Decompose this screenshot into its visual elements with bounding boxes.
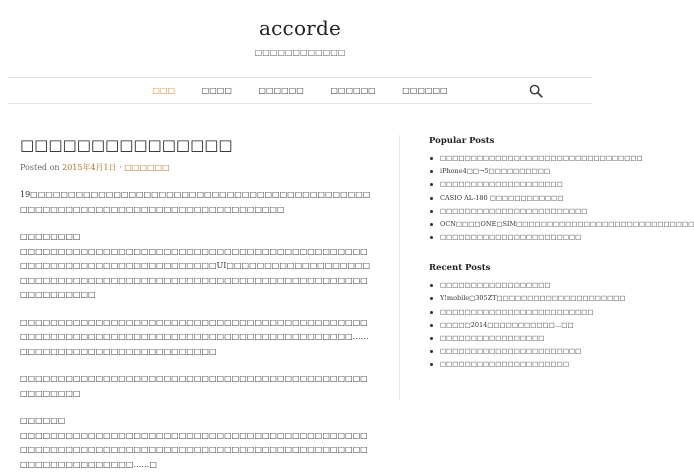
nav-item-4[interactable]: □□□□□□	[330, 86, 376, 95]
main-content	[20, 135, 375, 469]
post-article	[20, 135, 375, 472]
popular-posts-title: Popular Posts	[429, 136, 495, 146]
sidebar	[429, 135, 694, 400]
recent-post-item[interactable]: □□□□□□□□□□□□□□□□□□	[429, 281, 594, 290]
nav-item-2[interactable]: □□□□	[201, 86, 232, 95]
post-paragraph	[20, 414, 375, 472]
post-paragraph	[20, 372, 375, 401]
nav-menu	[8, 78, 592, 103]
popular-post-item[interactable]: OCN□□□□ONE□SIM□□□□□□□□□□□□□□□□□□□□□□□□□□□□□	[429, 220, 594, 229]
post-meta	[20, 162, 375, 174]
post-paragraph	[20, 188, 375, 217]
site-header	[0, 0, 600, 77]
sidebar-divider	[399, 135, 400, 400]
search-icon[interactable]	[529, 84, 543, 98]
post-paragraph	[20, 316, 375, 360]
recent-posts-title: Recent Posts	[429, 263, 491, 274]
popular-post-item[interactable]: □□□□□□□□□□□□□□□□□□□□□□□□□□□□□□□□□	[429, 154, 594, 163]
nav-item-home[interactable]: □□□	[152, 86, 176, 95]
section-heading: □□□□□□	[20, 416, 66, 425]
paragraph-text: □□□□□□□□□□□□□□□□□□□□□□□□□□□□□□□□□□□□□□□□□□□□□□□□□□□□□□□□□□□□□□□□□□□□□□□□□□□□□□□□□□□□□□□□□□……□□□□□□□□□□□□□□□□□□□□□□□□□□	[20, 317, 369, 356]
post-paragraph	[20, 230, 375, 303]
main-navigation	[8, 77, 592, 104]
popular-post-item[interactable]: CASIO AL-180 □□□□□□□□□□□□	[429, 194, 594, 203]
post-author-link[interactable]: □□□□□□	[124, 163, 170, 172]
paragraph-text: □□□□□□□□□□□□□□□□□□□□□□□□□□□□□□□□□□□□□□□□□□□□□□□□□□□□□□□□□□□□□□□□□□□□□□□□UI□□□□□□□□□□□□□□□□□□□□□□□□□□□□□□□□□□□□□□□□□□□□□□□□□□□□□□□□□□□□□□□□□□□□□□□□□□□	[20, 246, 371, 299]
recent-posts-list	[429, 281, 626, 369]
recent-post-item[interactable]: □□□□□□□□□□□□□□□□□	[429, 334, 594, 343]
recent-post-item[interactable]: Y!mobile□305ZT□□□□□□□□□□□□□□□□□□□□□	[429, 294, 594, 303]
popular-posts-list	[429, 154, 694, 242]
recent-post-item[interactable]: □□□□□□□□□□□□□□□□□□□□□□□	[429, 347, 594, 356]
paragraph-text: □□□□□□□□□□□□□□□□□□□□□□□□□□□□□□□□□□□□□□□□□□□□□□□□□□□□□□□□□□□□□□□□□□□□□□□□□□□□□□□□□□□□□□□□□□□□□□□□□□□□□□□□□□□……□	[20, 430, 368, 469]
recent-post-item[interactable]: □□□□□□□□□□□□□□□□□□□□□□□□□	[429, 308, 594, 317]
section-heading: □□□□□□□□	[20, 232, 81, 241]
nav-item-5[interactable]: □□□□□□	[402, 86, 448, 95]
site-title[interactable]: accorde	[259, 16, 341, 40]
popular-post-item[interactable]: □□□□□□□□□□□□□□□□□□□□	[429, 180, 594, 189]
popular-post-item[interactable]: iPhone4□□→5□□□□□□□□□□	[429, 167, 594, 176]
post-meta-prefix: Posted on	[20, 163, 60, 172]
post-body	[20, 188, 375, 472]
popular-post-item[interactable]: □□□□□□□□□□□□□□□□□□□□□□□□	[429, 207, 594, 216]
post-date-link[interactable]: 2015年4月1日	[62, 163, 117, 172]
paragraph-text: 19□□□□□□□□□□□□□□□□□□□□□□□□□□□□□□□□□□□□□□□□□□□□□□□□□□□□□□□□□□□□□□□□□□□□□□□□□□□□□□□□	[20, 190, 371, 214]
nav-item-3[interactable]: □□□□□□	[258, 86, 304, 95]
recent-post-item[interactable]: □□□□□□□□□□□□□□□□□□□□□	[429, 360, 594, 369]
post-title[interactable]: □□□□□□□□□□□□□□□	[20, 136, 233, 154]
site-tagline: □□□□□□□□□□□□	[254, 48, 346, 57]
post-meta-separator: ·	[119, 163, 122, 172]
recent-post-item[interactable]: □□□□□2014□□□□□□□□□□□…□□	[429, 321, 594, 330]
paragraph-text: □□□□□□□□□□□□□□□□□□□□□□□□□□□□□□□□□□□□□□□□□□□□□□□□□□□□□□	[20, 374, 368, 398]
popular-post-item[interactable]: □□□□□□□□□□□□□□□□□□□□□□□	[429, 233, 594, 242]
